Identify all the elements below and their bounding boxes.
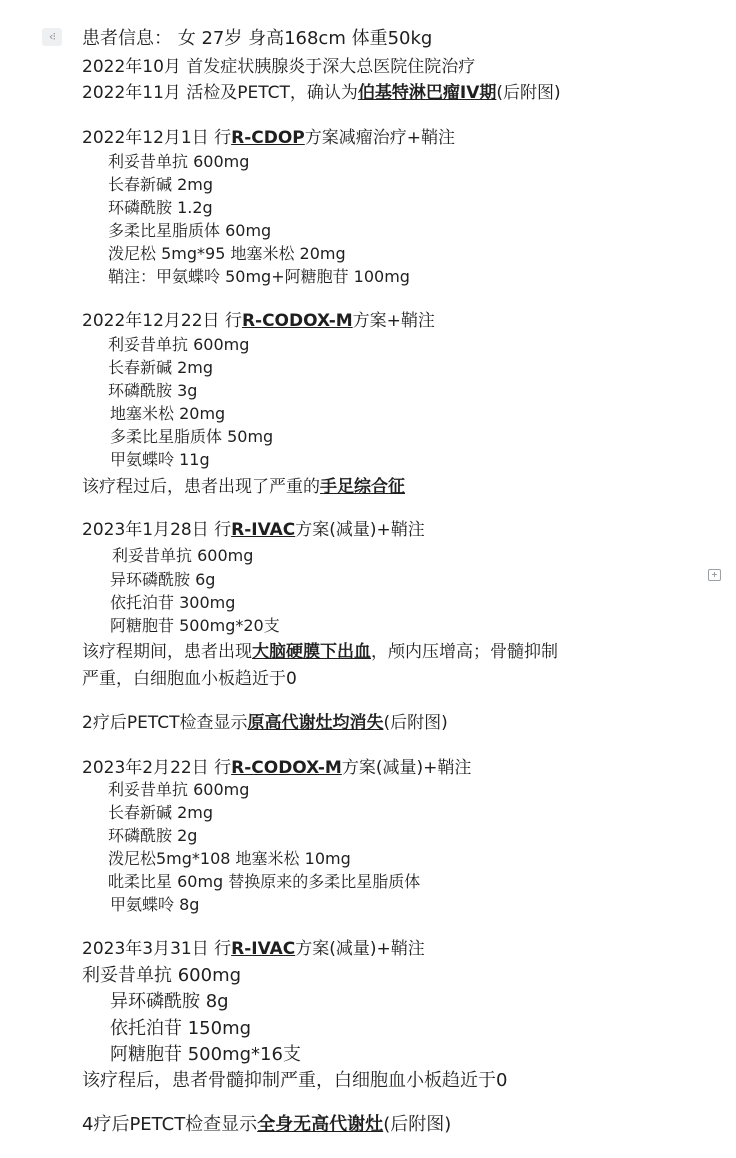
drug-item: 吡柔比星 60mg 替换原来的多柔比星脂质体 bbox=[108, 872, 421, 891]
petct-finding: 原高代谢灶均消失 bbox=[247, 713, 384, 733]
drug-item: 阿糖胞苷 500mg*16支 bbox=[110, 1044, 301, 1065]
drug-item: 长春新碱 2mg bbox=[108, 803, 214, 822]
regimen-name: R-IVAC bbox=[231, 520, 296, 540]
drug-item: 依托泊苷 300mg bbox=[110, 593, 236, 612]
drug-item: 环磷酰胺 1.2g bbox=[108, 198, 213, 217]
drug-item: 阿糖胞苷 500mg*20支 bbox=[110, 616, 280, 635]
diagnosis: 伯基特淋巴瘤IV期 bbox=[357, 83, 497, 103]
drug-item: 泼尼松5mg*108 地塞米松 10mg bbox=[108, 849, 351, 868]
drug-item: 利妥昔单抗 600mg bbox=[108, 335, 250, 354]
course-3-heading: 2023年1月28日 行R-IVAC方案(减量)+鞘注 bbox=[82, 520, 425, 540]
regimen-name: R-CODOX-M bbox=[231, 758, 342, 778]
drug-item: 依托泊苷 150mg bbox=[110, 1018, 252, 1039]
drug-item: 利妥昔单抗 600mg bbox=[108, 152, 250, 171]
course-5-note: 该疗程后，患者骨髓抑制严重，白细胞血小板趋近于0 bbox=[82, 1070, 508, 1091]
course-3-note: 该疗程期间，患者出现大脑硬膜下出血，颅内压增高；骨髓抑制 bbox=[82, 642, 558, 662]
history-line-1: 2022年10月 首发症状胰腺炎于深大总医院住院治疗 bbox=[82, 57, 476, 77]
course-5-heading: 2023年3月31日 行R-IVAC方案(减量)+鞘注 bbox=[82, 939, 425, 959]
drug-item: 环磷酰胺 2g bbox=[108, 826, 198, 845]
course-3-note-line-2: 严重，白细胞血小板趋近于0 bbox=[82, 669, 297, 689]
drug-item: 长春新碱 2mg bbox=[108, 175, 214, 194]
drug-item: 环磷酰胺 3g bbox=[108, 381, 198, 400]
regimen-name: R-CDOP bbox=[231, 128, 305, 148]
collapse-panel-icon[interactable]: ‹⁝ bbox=[42, 28, 62, 46]
drug-item: 异环磷酰胺 6g bbox=[110, 570, 216, 589]
drug-item: 地塞米松 20mg bbox=[110, 404, 226, 423]
drug-item: 甲氨蝶呤 11g bbox=[110, 450, 210, 469]
course-1-heading: 2022年12月1日 行R-CDOP方案减瘤治疗+鞘注 bbox=[82, 128, 456, 148]
drug-item: 利妥昔单抗 600mg bbox=[82, 965, 242, 986]
drug-item: 甲氨蝶呤 8g bbox=[110, 895, 200, 914]
course-2-note: 该疗程过后，患者出现了严重的手足综合征 bbox=[82, 477, 405, 497]
drug-item: 长春新碱 2mg bbox=[108, 358, 214, 377]
drug-item: 鞘注：甲氨蝶呤 50mg+阿糖胞苷 100mg bbox=[108, 267, 410, 286]
petct-finding: 全身无高代谢灶 bbox=[257, 1114, 384, 1135]
petct-result-1: 2疗后PETCT检查显示原高代谢灶均消失(后附图) bbox=[82, 713, 448, 733]
drug-item: 异环磷酰胺 8g bbox=[110, 991, 229, 1012]
course-4-heading: 2023年2月22日 行R-CODOX-M方案(减量)+鞘注 bbox=[82, 758, 472, 778]
history-line-2: 2022年11月 活检及PETCT，确认为伯基特淋巴瘤IV期(后附图) bbox=[82, 83, 561, 103]
patient-info: 患者信息： 女 27岁 身高168cm 体重50kg bbox=[82, 28, 433, 49]
adverse-event: 大脑硬膜下出血 bbox=[252, 642, 371, 662]
petct-result-2: 4疗后PETCT检查显示全身无高代谢灶(后附图) bbox=[82, 1114, 452, 1135]
regimen-name: R-CODOX-M bbox=[241, 311, 353, 331]
add-comment-icon[interactable] bbox=[708, 569, 721, 581]
drug-item: 多柔比星脂质体 60mg bbox=[108, 221, 272, 240]
adverse-event: 手足综合征 bbox=[320, 477, 405, 497]
drug-item: 多柔比星脂质体 50mg bbox=[110, 427, 274, 446]
regimen-name: R-IVAC bbox=[231, 939, 296, 959]
course-2-heading: 2022年12月22日 行R-CODOX-M方案+鞘注 bbox=[82, 311, 435, 331]
drug-item: 利妥昔单抗 600mg bbox=[108, 780, 250, 799]
drug-item: 泼尼松 5mg*95 地塞米松 20mg bbox=[108, 244, 346, 263]
drug-item: 利妥昔单抗 600mg bbox=[112, 546, 254, 565]
